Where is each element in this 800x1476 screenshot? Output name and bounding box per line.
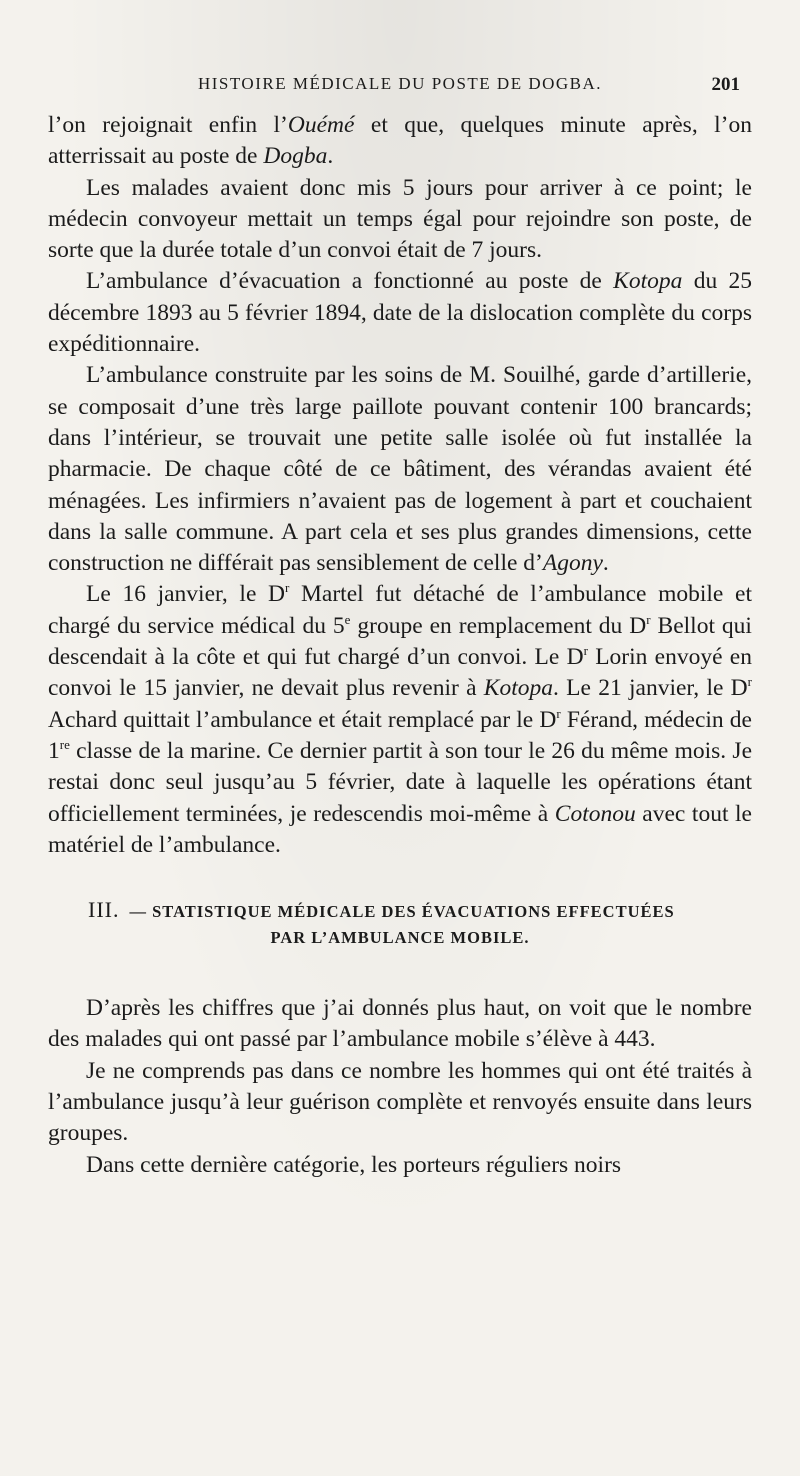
paragraph-evacuation-ambulance: L’ambulance d’évacuation a fonctionné au poste de Kotopa du 25 décembre 1893 au 5 février 1894, date de la dislocation complète du corps expéditionnaire. <box>48 268 752 358</box>
section-heading <box>48 897 752 951</box>
page-body <box>48 110 752 1181</box>
paragraph-medical-staff: Le 16 janvier, le $D^r$ Martel fut détaché de l’ambulance mobile et chargé du service médical du 5e groupe en remplacement du $D^r$ Bellot qui descendait à la côte et qui fut chargé d’un convoi. Le $D^r$ Lorin envoyé en convoi le 15 janvier, ne devait plus revenir à Kotopa. Le 21 janvier, le $D^r$ Achard quittait l’ambulance et était remplacé par le $D^r$ Férand, médecin de 1re classe de la marine. Ce dernier partit à son tour le 26 du même mois. Je restai donc seul jusqu’au 5 février, date à laquelle les opérations étant officiellement terminées, je redescendis moi-même à Cotonou avec tout le matériel de l’ambulance. <box>48 580 752 858</box>
section-title-line2: PAR L’AMBULANCE MOBILE. <box>270 928 530 948</box>
paragraph-porters: Dans cette dernière catégorie, les porteurs réguliers noirs <box>86 1151 622 1178</box>
page-header <box>60 74 740 104</box>
paragraph-convoy-duration: Les malades avaient donc mis 5 jours pour arriver à ce point; le médecin convoyeur mettait un temps égal pour rejoindre son poste, de sorte que la durée totale d’un convoi était de 7 jours. <box>48 174 752 264</box>
section-title-line1: STATISTIQUE MÉDICALE DES ÉVACUATIONS EFFECTUÉES <box>152 902 675 922</box>
running-head: HISTOIRE MÉDICALE DU POSTE DE DOGBA. <box>197 74 603 93</box>
section-dash: — <box>129 902 147 922</box>
paragraph-exclusions: Je ne comprends pas dans ce nombre les hommes qui ont été traités à l’ambulance jusqu’à leur guérison complète et renvoyés ensuite dans leurs groupes. <box>48 1057 752 1147</box>
page-number: 201 <box>711 74 740 95</box>
paragraph-ambulance-building: L’ambulance construite par les soins de M. Souilhé, garde d’artillerie, se composait d’une très large paillote pouvant contenir 100 brancards; dans l’intérieur, se trouvait une petite salle isolée où fut installée la pharmacie. De chaque côté de ce bâtiment, des vérandas avaient été ménagées. Les infirmiers n’avaient pas de logement à part et couchaient dans la salle commune. A part cela et ses plus grandes dimensions, cette construction ne différait pas sensiblement de celle d’Agony. <box>48 362 752 577</box>
section-number: III. <box>88 897 120 923</box>
paragraph-continuation: l’on rejoignait enfin l’Ouémé et que, quelques minute après, l’on atterrissait au poste de Dogba. <box>48 112 752 170</box>
paragraph-patient-count: D’après les chiffres que j’ai donnés plus haut, on voit que le nombre des malades qui ont passé par l’ambulance mobile s’élève à 443. <box>48 995 752 1053</box>
